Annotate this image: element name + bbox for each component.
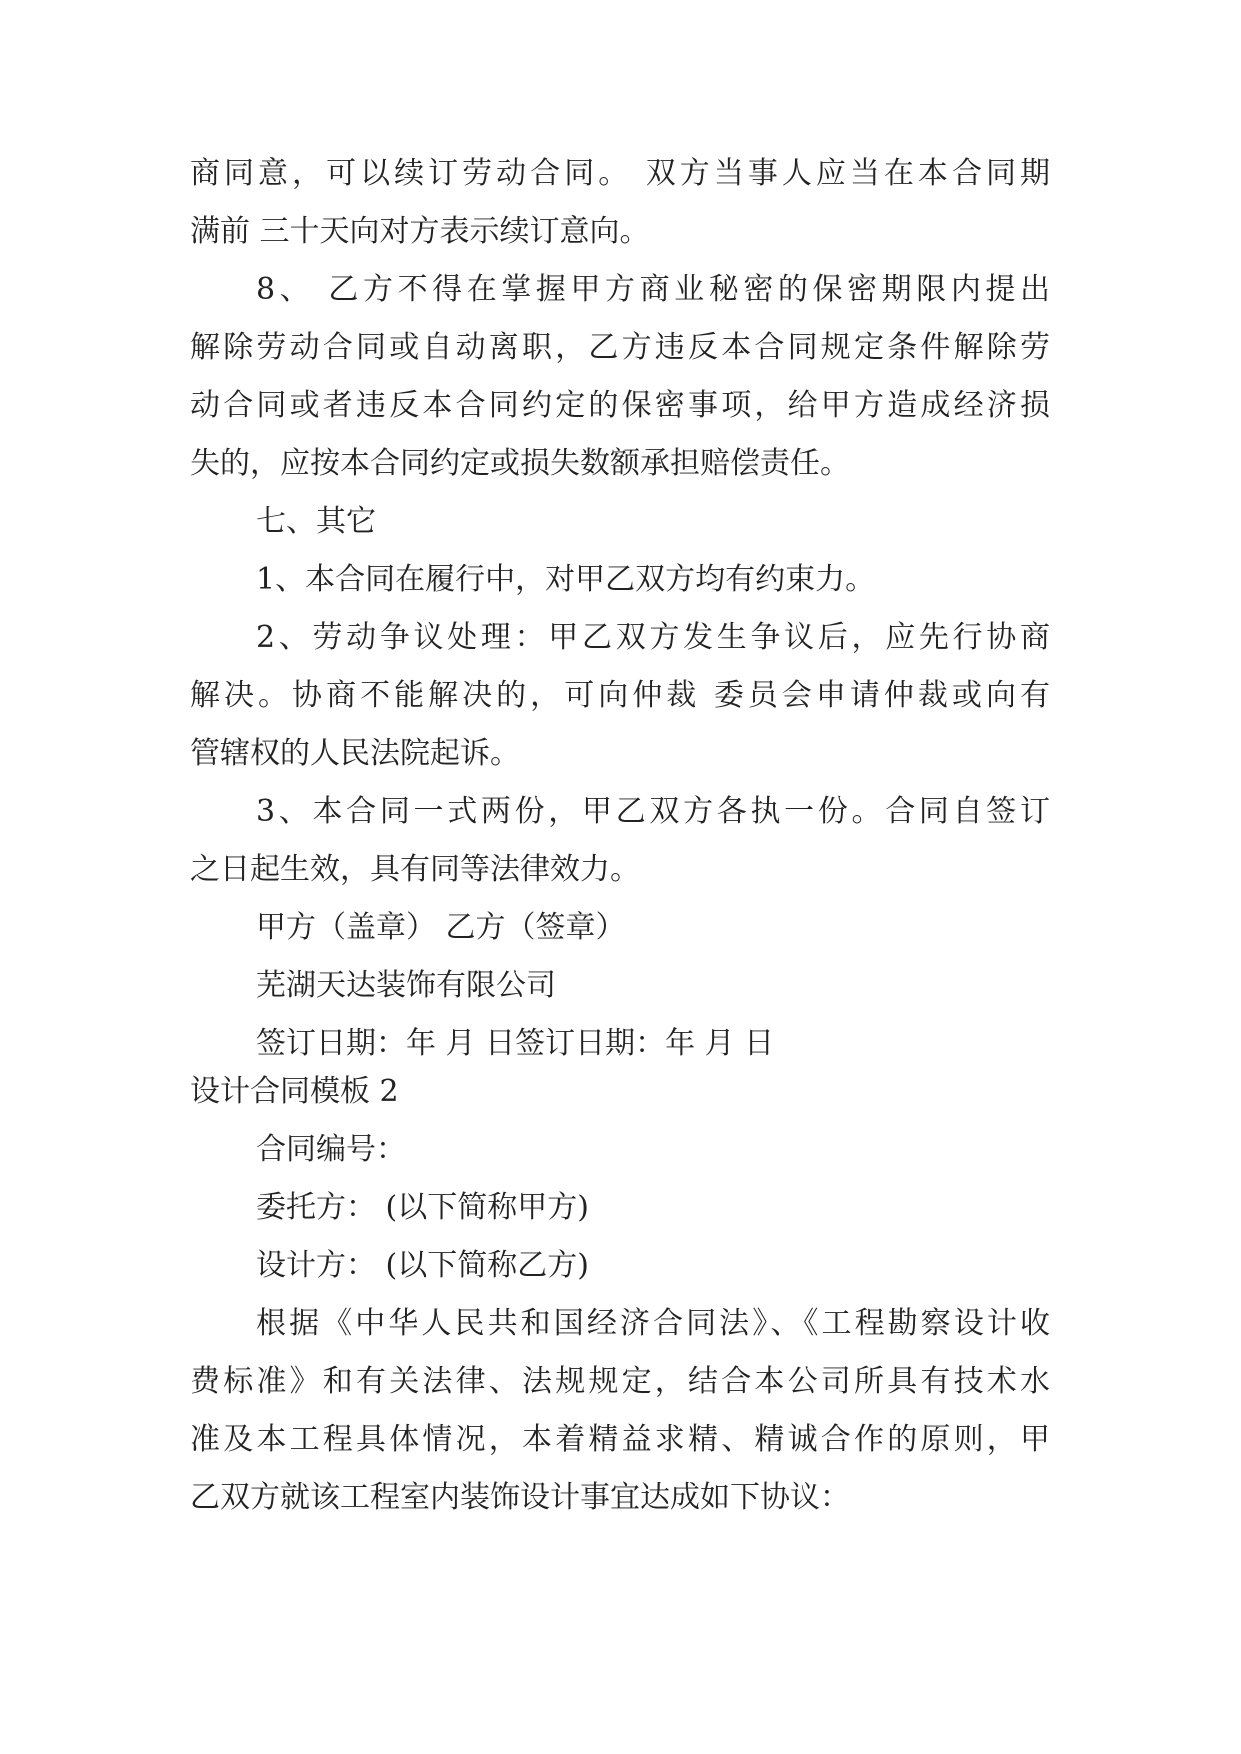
signature-line: 甲方（盖章） 乙方（签章） [256,910,626,945]
text-line: 准及本工程具体情况，本着精益求精、精诚合作的原则，甲 [190,1422,1050,1457]
contract-number-label: 合同编号： [256,1132,406,1167]
text-line: 管辖权的人民法院起诉。 [190,736,520,771]
text-line: 失的，应按本合同约定或损失数额承担赔偿责任。 [190,446,850,481]
company-name: 芜湖天达装饰有限公司 [256,968,556,1003]
text-line: 8、 乙方不得在掌握甲方商业秘密的保密期限内提出 [256,272,1050,307]
section-heading: 七、其它 [256,504,376,539]
text-line: 2、劳动争议处理：甲乙双方发生争议后，应先行协商 [256,620,1050,655]
text-line: 1、本合同在履行中，对甲乙双方均有约束力。 [256,562,876,597]
text-line: 费标准》和有关法律、法规规定，结合本公司所具有技术水 [190,1364,1050,1399]
sign-date-line: 签订日期：年 月 日签订日期：年 月 日 [256,1026,775,1061]
client-label: 委托方： (以下简称甲方) [256,1190,589,1225]
document-title: 设计合同模板 2 [190,1074,399,1109]
text-line: 根据《中华人民共和国经济合同法》、《工程勘察设计收 [256,1306,1050,1341]
text-line: 之日起生效，具有同等法律效力。 [190,852,640,887]
designer-label: 设计方： (以下简称乙方) [256,1248,589,1283]
text-line: 商同意，可以续订劳动合同。 双方当事人应当在本合同期 [190,156,1050,191]
text-line: 动合同或者违反本合同约定的保密事项，给甲方造成经济损 [190,388,1050,423]
text-line: 乙双方就该工程室内装饰设计事宜达成如下协议： [190,1480,850,1515]
text-line: 3、本合同一式两份，甲乙双方各执一份。合同自签订 [256,794,1050,829]
text-line: 解决。协商不能解决的，可向仲裁 委员会申请仲裁或向有 [190,678,1050,713]
text-line: 满前 三十天向对方表示续订意向。 [190,214,650,249]
text-line: 解除劳动合同或自动离职，乙方违反本合同规定条件解除劳 [190,330,1050,365]
